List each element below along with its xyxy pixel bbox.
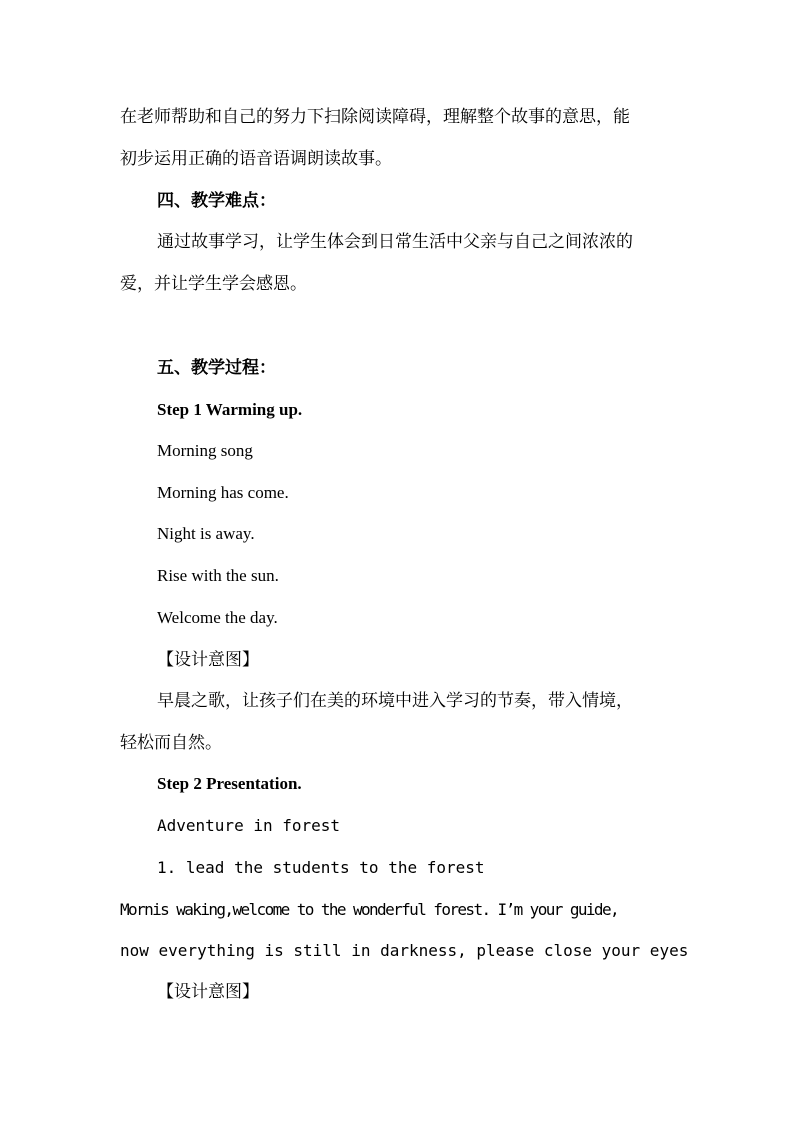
song-line: Welcome the day. <box>157 608 278 627</box>
heading-step-1: Step 1 Warming up. <box>157 400 303 419</box>
song-line: Night is away. <box>157 524 255 543</box>
song-line: Morning has come. <box>157 483 289 502</box>
guide-script-line-2: now everything is still in darkness, please close your eyes <box>120 941 689 960</box>
design-intent-label: 【设计意图】 <box>157 650 259 670</box>
paragraph-intent-line-1: 早晨之歌，让孩子们在美的环境中进入学习的节奏，带入情境， <box>157 691 633 711</box>
paragraph-objective-line-2: 初步运用正确的语音语调朗读故事。 <box>120 149 392 169</box>
heading-teaching-difficulty: 四、教学难点： <box>157 191 276 211</box>
paragraph-intent-line-2: 轻松而自然。 <box>120 733 222 753</box>
design-intent-label: 【设计意图】 <box>157 982 259 1002</box>
guide-script-line-1: Mornis waking,welcome to the wonderful forest. I’m your guide, <box>120 900 619 919</box>
activity-step-1: 1. lead the students to the forest <box>157 858 485 877</box>
heading-step-2: Step 2 Presentation. <box>157 774 302 793</box>
heading-teaching-process: 五、教学过程： <box>157 358 276 378</box>
song-title: Morning song <box>157 441 253 460</box>
activity-title: Adventure in forest <box>157 816 341 835</box>
song-line: Rise with the sun. <box>157 566 279 585</box>
paragraph-objective-line-1: 在老师帮助和自己的努力下扫除阅读障碍，理解整个故事的意思，能 <box>120 107 630 127</box>
paragraph-difficulty-line-1: 通过故事学习，让学生体会到日常生活中父亲与自己之间浓浓的 <box>157 232 633 252</box>
paragraph-difficulty-line-2: 爱，并让学生学会感恩。 <box>120 274 307 294</box>
